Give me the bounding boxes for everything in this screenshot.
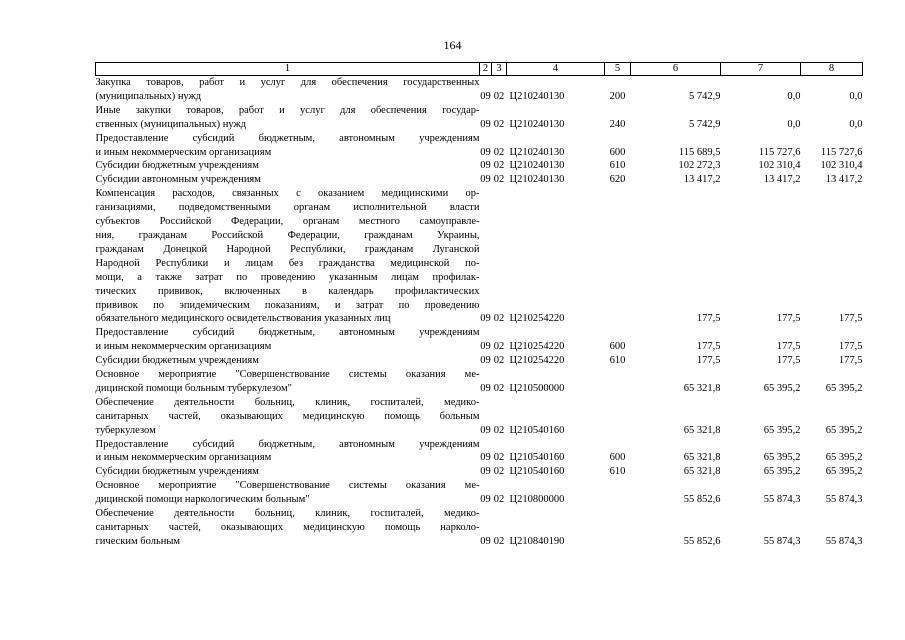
row-name (96, 104, 480, 132)
target-article-code: Ц210240130 (509, 146, 565, 158)
row-name-line: Предоставление субсидий бюджетным, автономным учреждениям (95, 132, 480, 144)
row-name (96, 507, 480, 549)
target-article-code: Ц210500000 (509, 382, 565, 394)
amount-year-2: 102 310,4 (758, 160, 801, 172)
target-article-code: Ц210540160 (509, 424, 565, 436)
expense-type-code: 600 (609, 452, 626, 464)
row-name-line: прививок по эпидемическим показаниям, и затрат по проведению (95, 299, 480, 311)
table-row (96, 76, 863, 104)
target-article-code: Ц210240130 (509, 118, 565, 130)
row-name-line: ственных (муниципальных) нужд (95, 118, 247, 130)
row-name (96, 132, 480, 160)
amount-year-1: 65 321,8 (683, 382, 721, 394)
row-name-line: ганизациями, подведомственными органам исполнительной власти (95, 202, 480, 214)
amount-year-2: 65 395,2 (763, 424, 801, 436)
subsection-code: 02 (493, 118, 505, 130)
amount-year-2: 55 874,3 (763, 494, 801, 506)
target-article-code: Ц210240130 (509, 160, 565, 172)
amount-year-1: 5 742,9 (689, 90, 721, 102)
row-name (96, 173, 480, 187)
row-name-line: Обеспечение деятельности больниц, клиник, госпиталей, медико- (95, 508, 480, 520)
row-name-line: Закупка товаров, работ и услуг для обеспечения государственных (95, 77, 480, 88)
target-article-code: Ц210254220 (509, 355, 565, 367)
subsection-code: 02 (493, 494, 505, 506)
table-row (96, 132, 863, 160)
section-code: 09 (480, 313, 491, 325)
row-name-line: санитарных частей, оказывающих медицинскую помощь нарколо- (95, 522, 480, 533)
row-name-line: ния, гражданам Российской Федерации, гражданам Украины, (95, 229, 480, 241)
section-code: 09 (480, 118, 491, 130)
subsection-code: 02 (493, 341, 505, 353)
row-name (96, 368, 480, 396)
row-name-line: Субсидии бюджетным учреждениям (95, 160, 259, 172)
row-name-line: и иным некоммерческим организациям (95, 452, 272, 464)
header-col-4: 4 (507, 63, 605, 76)
table-row (96, 479, 863, 507)
row-name-line: гражданам Донецкой Народной Республики, гражданам Луганской (95, 243, 480, 255)
amount-year-2: 177,5 (776, 355, 801, 367)
amount-year-3: 115 727,6 (820, 146, 863, 158)
amount-year-3: 55 874,3 (825, 494, 863, 506)
amount-year-2: 0,0 (787, 118, 801, 130)
expense-type-code (605, 187, 631, 326)
row-name-line: Предоставление субсидий бюджетным, автономным учреждениям (95, 327, 480, 339)
amount-year-1: 5 742,9 (689, 118, 721, 130)
header-col-3: 3 (492, 63, 507, 76)
subsection-code: 02 (493, 313, 505, 325)
row-name (96, 326, 480, 354)
table-row (96, 438, 863, 466)
target-article-code: Ц210254220 (509, 341, 565, 353)
section-code: 09 (480, 90, 491, 102)
section-code: 09 (480, 466, 491, 478)
expense-type-code (605, 507, 631, 549)
target-article-code: Ц210254220 (509, 313, 565, 325)
amount-year-2: 65 395,2 (763, 466, 801, 478)
amount-year-3: 177,5 (838, 355, 863, 367)
amount-year-1: 55 852,6 (683, 494, 721, 506)
header-col-7: 7 (721, 63, 801, 76)
expense-type-code: 620 (609, 174, 626, 186)
subsection-code: 02 (493, 146, 505, 158)
table-row (96, 396, 863, 438)
row-name (96, 159, 480, 173)
amount-year-1: 65 321,8 (683, 466, 721, 478)
header-col-8: 8 (801, 63, 863, 76)
subsection-code: 02 (493, 424, 505, 436)
section-code: 09 (480, 452, 491, 464)
amount-year-1: 65 321,8 (683, 424, 721, 436)
expense-type-code: 240 (609, 118, 626, 130)
amount-year-1: 55 852,6 (683, 535, 721, 547)
page-number: 164 (443, 38, 462, 52)
expense-type-code: 610 (609, 355, 626, 367)
expense-type-code: 610 (609, 160, 626, 172)
section-code: 09 (480, 494, 491, 506)
subsection-code: 02 (493, 382, 505, 394)
section-code: 09 (480, 355, 491, 367)
header-col-5: 5 (605, 63, 631, 76)
amount-year-3: 55 874,3 (825, 535, 863, 547)
row-name-line: Предоставление субсидий бюджетным, автономным учреждениям (95, 438, 480, 450)
amount-year-3: 177,5 (838, 313, 863, 325)
row-name-line: Компенсация расходов, связанных с оказанием медицинскими ор- (95, 188, 480, 200)
table-row (96, 354, 863, 368)
row-name-line: Субсидии бюджетным учреждениям (95, 466, 259, 478)
row-name (96, 187, 480, 326)
row-name-line: Иные закупки товаров, работ и услуг для обеспечения государ- (95, 104, 480, 116)
target-article-code: Ц210240130 (509, 174, 565, 186)
table-row (96, 159, 863, 173)
amount-year-1: 65 321,8 (683, 452, 721, 464)
row-name (96, 396, 480, 438)
row-name-line: Основное мероприятие "Совершенствование системы оказания ме- (95, 480, 480, 492)
header-col-1: 1 (96, 63, 480, 76)
amount-year-2: 65 395,2 (763, 382, 801, 394)
table-row (96, 104, 863, 132)
subsection-code: 02 (493, 90, 505, 102)
subsection-code: 02 (493, 355, 505, 367)
amount-year-1: 177,5 (696, 341, 721, 353)
expense-type-code (605, 479, 631, 507)
amount-year-2: 177,5 (776, 341, 801, 353)
section-code: 09 (480, 382, 491, 394)
row-name (96, 465, 480, 479)
header-row (96, 63, 863, 76)
row-name-line: (муниципальных) нужд (95, 90, 202, 102)
subsection-code: 02 (493, 160, 505, 172)
row-name-line: субъектов Российской Федерации, органам местного самоуправле- (95, 216, 480, 228)
table-row (96, 326, 863, 354)
table-body (96, 76, 863, 549)
subsection-code: 02 (493, 174, 505, 186)
table-row (96, 173, 863, 187)
amount-year-2: 0,0 (787, 90, 801, 102)
target-article-code: Ц210540160 (509, 466, 565, 478)
row-name-line: гическим больным (95, 535, 181, 547)
target-article-code: Ц210540160 (509, 452, 565, 464)
target-article-code: Ц210240130 (509, 90, 565, 102)
target-article-code: Ц210800000 (509, 494, 565, 506)
expense-type-code: 200 (609, 90, 626, 102)
amount-year-1: 13 417,2 (683, 174, 721, 186)
section-code: 09 (480, 146, 491, 158)
expense-type-code: 600 (609, 146, 626, 158)
row-name (96, 354, 480, 368)
section-code: 09 (480, 160, 491, 172)
row-name-line: дицинской помощи наркологическим больным" (95, 494, 310, 506)
amount-year-2: 55 874,3 (763, 535, 801, 547)
amount-year-1: 177,5 (696, 355, 721, 367)
subsection-code: 02 (493, 452, 505, 464)
row-name-line: Народной Республики и лицам без гражданства медицинской по- (95, 257, 480, 269)
expense-type-code (605, 396, 631, 438)
target-article-code: Ц210840190 (509, 535, 565, 547)
row-name-line: туберкулезом (95, 424, 156, 436)
row-name-line: Основное мероприятие "Совершенствование системы оказания ме- (95, 369, 480, 381)
row-name-line: Субсидии бюджетным учреждениям (95, 355, 259, 367)
amount-year-3: 65 395,2 (825, 466, 863, 478)
header-col-2: 2 (480, 63, 492, 76)
amount-year-2: 177,5 (776, 313, 801, 325)
table-row (96, 187, 863, 326)
table-row (96, 507, 863, 549)
row-name-line: санитарных частей, оказывающих медицинскую помощь больным (95, 410, 480, 422)
expense-type-code (605, 368, 631, 396)
amount-year-2: 13 417,2 (763, 174, 801, 186)
row-name-line: Субсидии автономным учреждениям (95, 174, 261, 186)
amount-year-2: 65 395,2 (763, 452, 801, 464)
amount-year-1: 102 272,3 (678, 160, 721, 172)
section-code: 09 (480, 424, 491, 436)
row-name-line: и иным некоммерческим организациям (95, 341, 272, 353)
amount-year-3: 177,5 (838, 341, 863, 353)
amount-year-3: 65 395,2 (825, 452, 863, 464)
header-col-6: 6 (631, 63, 721, 76)
row-name-line: Обеспечение деятельности больниц, клиник, госпиталей, медико- (95, 396, 480, 408)
amount-year-3: 65 395,2 (825, 382, 863, 394)
amount-year-3: 13 417,2 (825, 174, 863, 186)
subsection-code: 02 (493, 535, 505, 547)
amount-year-2: 115 727,6 (758, 146, 801, 158)
amount-year-3: 0,0 (849, 90, 863, 102)
expense-type-code: 600 (609, 341, 626, 353)
amount-year-3: 0,0 (849, 118, 863, 130)
row-name-line: тических прививок, включенных в календарь профилактических (95, 285, 480, 297)
table-header (96, 63, 863, 76)
expense-type-code: 610 (609, 466, 626, 478)
section-code: 09 (480, 341, 491, 353)
budget-table (95, 62, 863, 549)
row-name (96, 76, 480, 104)
amount-year-1: 177,5 (696, 313, 721, 325)
row-name-line: обязательного медицинского освидетельствования указанных лиц (95, 313, 391, 325)
amount-year-1: 115 689,5 (678, 146, 721, 158)
table-row (96, 368, 863, 396)
row-name-line: мощи, а также затрат по проведению указанным лицам профилак- (95, 271, 480, 283)
row-name-line: и иным некоммерческим организациям (95, 146, 272, 158)
amount-year-3: 65 395,2 (825, 424, 863, 436)
table-row (96, 465, 863, 479)
row-name-line: дицинской помощи больным туберкулезом" (95, 382, 292, 394)
section-code: 09 (480, 174, 491, 186)
row-name (96, 479, 480, 507)
amount-year-3: 102 310,4 (820, 160, 863, 172)
row-name (96, 438, 480, 466)
subsection-code: 02 (493, 466, 505, 478)
section-code: 09 (480, 535, 491, 547)
